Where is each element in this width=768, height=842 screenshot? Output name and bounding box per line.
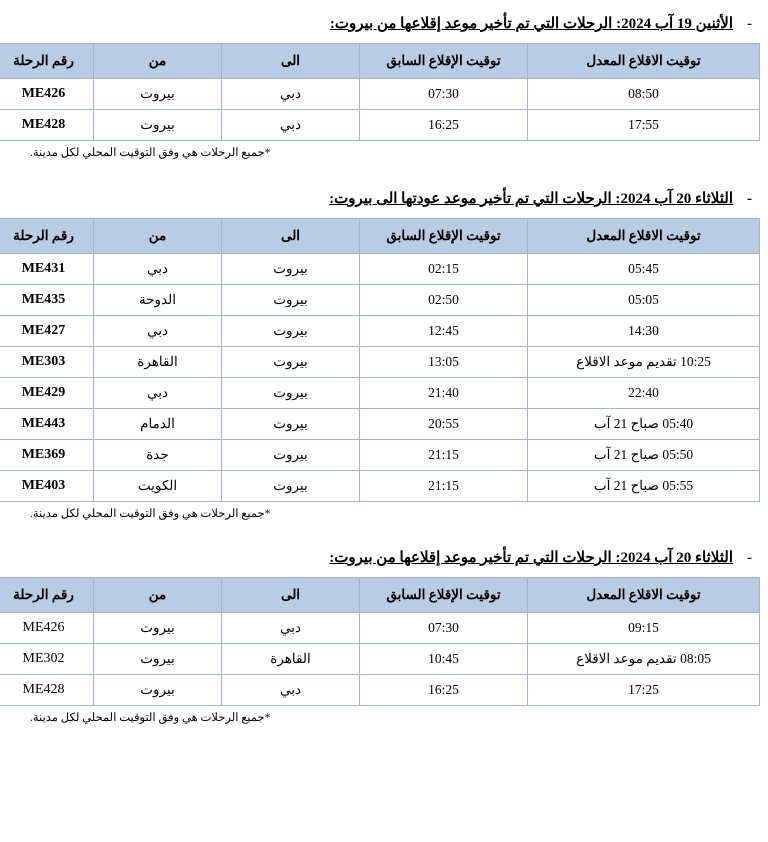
table-row [0, 254, 760, 285]
cell-previous: 02:50 [360, 285, 528, 316]
cell-flight-number: ME435 [0, 285, 94, 316]
table-row [0, 440, 760, 471]
cell-to: بيروت [222, 471, 360, 502]
spacer [8, 159, 760, 175]
cell-modified: 05:05 [528, 285, 760, 316]
col-header-flight: رقم الرحلة [0, 44, 94, 79]
table-row [0, 675, 760, 706]
table-header-row [0, 44, 760, 79]
cell-flight-number: ME428 [0, 675, 94, 706]
col-header-previous: توقيت الإقلاع السابق [360, 219, 528, 254]
col-header-to: الى [222, 44, 360, 79]
cell-from: بيروت [94, 110, 222, 141]
cell-modified: 05:50 صباح 21 آب [528, 440, 760, 471]
cell-previous: 20:55 [360, 409, 528, 440]
cell-from: الكويت [94, 471, 222, 502]
table-row [0, 378, 760, 409]
cell-modified: 22:40 [528, 378, 760, 409]
cell-flight-number: ME303 [0, 347, 94, 378]
flights-table [0, 218, 760, 502]
table-header-row [0, 578, 760, 613]
section-tuesday-20-returns [8, 189, 760, 520]
cell-from: دبي [94, 254, 222, 285]
cell-to: بيروت [222, 378, 360, 409]
table-row [0, 316, 760, 347]
cell-flight-number: ME426 [0, 79, 94, 110]
cell-modified: 09:15 [528, 613, 760, 644]
cell-modified: 05:45 [528, 254, 760, 285]
bullet-dash: - [747, 191, 752, 207]
cell-previous: 21:15 [360, 440, 528, 471]
cell-flight-number: ME369 [0, 440, 94, 471]
cell-previous: 13:05 [360, 347, 528, 378]
cell-modified: 17:55 [528, 110, 760, 141]
bullet-dash: - [747, 550, 752, 566]
cell-from: دبي [94, 378, 222, 409]
section-title: الأثنين 19 آب 2024: الرحلات التي تم تأخير موعد إقلاعها من بيروت: [329, 16, 733, 32]
cell-modified: 10:25 تقديم موعد الاقلاع [528, 347, 760, 378]
cell-to: القاهرة [222, 644, 360, 675]
cell-previous: 02:15 [360, 254, 528, 285]
cell-from: بيروت [94, 613, 222, 644]
col-header-from: من [94, 578, 222, 613]
cell-flight-number: ME431 [0, 254, 94, 285]
cell-previous: 16:25 [360, 110, 528, 141]
cell-from: الدوحة [94, 285, 222, 316]
cell-modified: 05:40 صباح 21 آب [528, 409, 760, 440]
col-header-flight: رقم الرحلة [0, 578, 94, 613]
col-header-flight: رقم الرحلة [0, 219, 94, 254]
cell-previous: 21:15 [360, 471, 528, 502]
cell-from: الدمام [94, 409, 222, 440]
cell-modified: 08:05 تقديم موعد الاقلاع [528, 644, 760, 675]
cell-flight-number: ME429 [0, 378, 94, 409]
table-row [0, 110, 760, 141]
cell-from: دبي [94, 316, 222, 347]
col-header-from: من [94, 44, 222, 79]
cell-to: بيروت [222, 316, 360, 347]
cell-previous: 10:45 [360, 644, 528, 675]
cell-flight-number: ME428 [0, 110, 94, 141]
cell-modified: 14:30 [528, 316, 760, 347]
footnote: *جميع الرحلات هي وفق التوقيت المحلي لكل مدينة. [30, 712, 271, 724]
section-heading [8, 0, 760, 33]
col-header-from: من [94, 219, 222, 254]
cell-previous: 07:30 [360, 613, 528, 644]
cell-flight-number: ME427 [0, 316, 94, 347]
flights-table [0, 577, 760, 706]
table-row [0, 347, 760, 378]
cell-modified: 08:50 [528, 79, 760, 110]
cell-to: دبي [222, 79, 360, 110]
col-header-modified: توقيت الاقلاع المعدل [528, 578, 760, 613]
cell-flight-number: ME426 [0, 613, 94, 644]
cell-from: بيروت [94, 675, 222, 706]
cell-previous: 16:25 [360, 675, 528, 706]
cell-flight-number: ME403 [0, 471, 94, 502]
cell-to: بيروت [222, 285, 360, 316]
table-row [0, 644, 760, 675]
cell-modified: 05:55 صباح 21 آب [528, 471, 760, 502]
table-row [0, 285, 760, 316]
cell-to: بيروت [222, 409, 360, 440]
cell-to: دبي [222, 613, 360, 644]
table-row [0, 613, 760, 644]
flights-table [0, 43, 760, 141]
col-header-to: الى [222, 219, 360, 254]
section-tuesday-20-departures [8, 548, 760, 724]
cell-previous: 12:45 [360, 316, 528, 347]
cell-flight-number: ME302 [0, 644, 94, 675]
cell-from: القاهرة [94, 347, 222, 378]
section-heading [8, 548, 760, 567]
section-title: الثلاثاء 20 آب 2024: الرحلات التي تم تأخير موعد عودتها الى بيروت: [329, 191, 733, 207]
cell-from: جدة [94, 440, 222, 471]
section-heading [8, 189, 760, 208]
cell-from: بيروت [94, 644, 222, 675]
table-row [0, 79, 760, 110]
col-header-previous: توقيت الإقلاع السابق [360, 578, 528, 613]
footnote: *جميع الرحلات هي وفق التوقيت المحلي لكل مدينة. [30, 508, 271, 520]
cell-to: دبي [222, 675, 360, 706]
table-row [0, 409, 760, 440]
section-monday-19-departures [8, 0, 760, 159]
bullet-dash: - [747, 16, 752, 32]
spacer [8, 520, 760, 536]
cell-modified: 17:25 [528, 675, 760, 706]
section-title: الثلاثاء 20 آب 2024: الرحلات التي تم تأخير موعد إقلاعها من بيروت: [329, 550, 733, 566]
cell-from: بيروت [94, 79, 222, 110]
cell-to: بيروت [222, 347, 360, 378]
cell-previous: 07:30 [360, 79, 528, 110]
col-header-modified: توقيت الاقلاع المعدل [528, 219, 760, 254]
cell-to: دبي [222, 110, 360, 141]
cell-previous: 21:40 [360, 378, 528, 409]
col-header-previous: توقيت الإقلاع السابق [360, 44, 528, 79]
cell-flight-number: ME443 [0, 409, 94, 440]
col-header-to: الى [222, 578, 360, 613]
col-header-modified: توقيت الاقلاع المعدل [528, 44, 760, 79]
table-header-row [0, 219, 760, 254]
cell-to: بيروت [222, 254, 360, 285]
table-row [0, 471, 760, 502]
footnote: *جميع الرحلات هي وفق التوقيت المحلي لكل مدينة. [30, 147, 271, 159]
cell-to: بيروت [222, 440, 360, 471]
